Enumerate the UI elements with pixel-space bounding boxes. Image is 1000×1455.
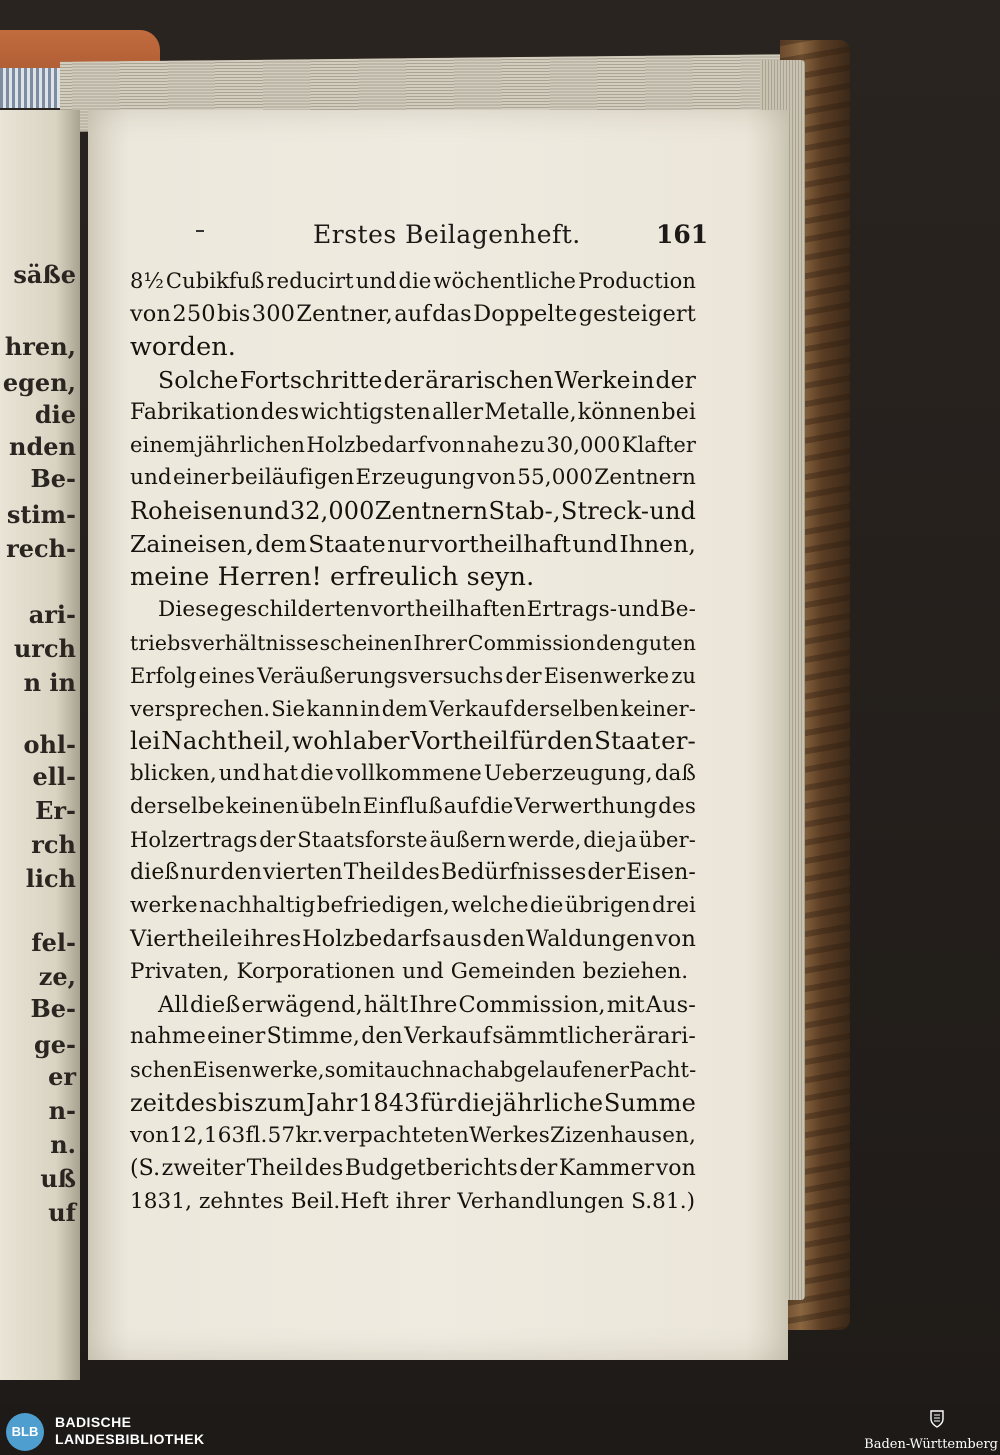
left-page-fragment: uß [40,1164,76,1193]
text-line: triebsverhältnisse scheinen Ihrer Commission den guten [130,630,696,655]
text-line: All dieß erwägend, hält Ihre Commission, mit Aus- [158,991,696,1018]
text-line: Erfolg eines Veräußerungsversuchs der Eisenwerke zu [130,663,696,688]
text-line: Viertheile ihres Holzbedarfs aus den Waldungen von [130,925,696,952]
left-page-fragment: Er- [35,796,76,825]
left-page-fragment: ge- [33,1030,76,1059]
left-page-fragment: rech- [6,534,76,563]
text-line: lei Nachtheil, wohl aber Vortheil für den Staat er- [130,726,696,756]
left-page-fragment: fel- [31,928,76,957]
text-line: derselbe keinen übeln Einfluß auf die Verwerthung des [130,794,696,820]
left-page-fragment: die [34,400,76,429]
left-page [0,110,80,1380]
text-line: von 250 bis 300 Zentner, auf das Doppelte gesteigert [130,300,696,327]
left-page-fragment: säße [13,260,76,289]
left-page-fragment: ell- [32,762,76,791]
left-page-fragment: Be- [30,464,76,493]
left-page-fragment: hren, [4,332,76,361]
text-line: nahme einer Stimme, den Verkauf sämmtlicher ärari- [130,1024,696,1050]
left-page-fragment: uf [48,1198,76,1227]
text-line: dieß nur den vierten Theil des Bedürfnisses der Eisen- [130,860,696,886]
library-name-line2: LANDESBIBLIOTHEK [55,1431,205,1447]
text-line: Roheisen und 32,000 Zentnern Stab-, Streck- und [130,497,696,526]
text-line: versprechen. Sie kann in dem Verkauf derselben keiner- [130,696,696,721]
text-line: Fabrikation des wichtigsten aller Metalle, können bei [130,399,696,425]
left-page-fragment: Be- [30,994,76,1023]
text-line: Diese geschilderten vortheilhaften Ertrags- und Be- [158,596,696,622]
left-page-fragment: ari- [28,600,76,629]
footer-bar [0,1405,1000,1455]
text-line: Zaineisen, dem Staate nur vortheilhaft und Ihnen, [130,530,696,559]
text-line: Solche Fortschritte der ärarischen Werke in der [158,365,696,394]
running-title: Erstes Beilagenheft. [313,220,581,249]
left-page-fragment: n- [48,1096,76,1125]
text-line: blicken, und hat die vollkommene Ueberzeugung, daß [130,761,696,787]
text-line: 1831, zehntes Beil.Heft ihrer Verhandlungen S.81.) [130,1188,696,1214]
page-number: 161 [656,220,709,249]
text-line: schen Eisenwerke, somit auch nach abgelaufener Pacht- [130,1058,697,1083]
left-page-fragment: er [48,1062,76,1091]
text-line: von 12,163 fl. 57 kr. verpachteten Werkes Zizenhausen, [130,1123,696,1149]
left-page-fragment: n in [23,668,76,697]
blb-logo[interactable]: BLB [6,1413,44,1451]
left-page-fragment: ohl- [23,730,76,759]
page-header [88,220,788,260]
left-page-fragment: n. [50,1130,76,1159]
text-line: zeit des bis zum Jahr 1843 für die jährliche Summe [130,1089,696,1118]
page-body-text [130,265,696,1219]
text-line: Holzertrags der Staatsforste äußern werde, die ja über- [130,828,696,853]
text-line: Privaten, Korporationen und Gemeinden beziehen. [130,958,689,984]
text-line: (S. zweiter Theil des Budgetberichts der Kammer von [130,1156,696,1182]
header-dash [196,230,204,232]
state-label: Baden-Württemberg [864,1437,998,1452]
left-page-fragment: lich [25,864,76,893]
left-page-fragment: egen, [2,368,76,397]
coat-of-arms-icon [929,1409,945,1429]
text-line: 8½ Cubikfuß reducirt und die wöchentliche Production [130,269,696,293]
library-name-line1: BADISCHE [55,1414,132,1430]
library-name[interactable] [55,1414,205,1448]
left-page-fragment: rch [31,830,76,859]
left-page-fragment: urch [13,634,76,663]
left-page-fragment: ze, [38,962,76,991]
left-page-fragment: stim- [6,500,76,529]
text-line: werke nachhaltig befriedigen, welche die übrigen drei [130,892,696,918]
text-line: einem jährlichen Holzbedarf von nahe zu 30,000 Klafter [130,433,696,458]
text-line: und einer beiläufigen Erzeugung von 55,000 Zentnern [130,465,696,491]
right-page [88,110,788,1360]
left-page-fragment: nden [9,432,76,461]
text-line: meine Herren! erfreulich seyn. [130,562,535,593]
text-line: worden. [130,331,237,362]
